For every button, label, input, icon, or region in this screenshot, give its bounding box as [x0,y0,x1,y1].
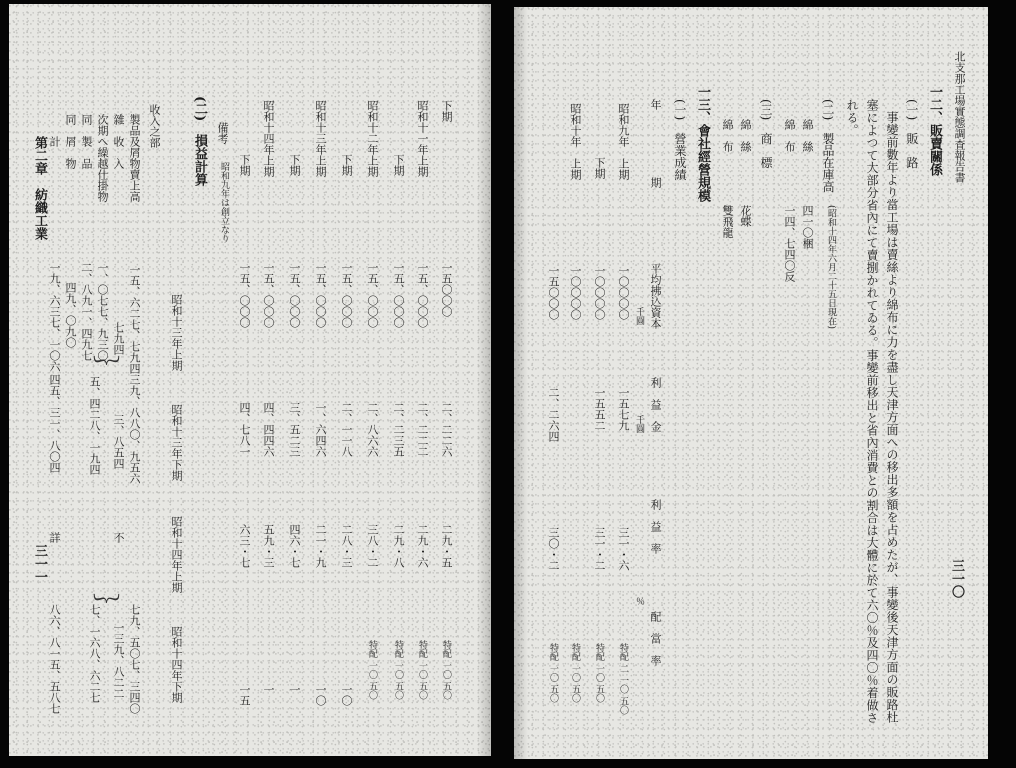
table-cell-rate: 三一・二 [593,527,606,571]
table-row-period: 昭和十一年上期 [416,100,429,177]
pl-cell: 不 [112,532,125,543]
table-cell-rate: 二九・五 [440,524,453,568]
subsection-note: (昭和十四年六月二十五日現在) [826,205,836,330]
table-cell-profit: 二、二六四 [547,387,560,442]
table-cell-profit: 一五五二 [593,387,606,431]
subsection-heading: (三) 商 標 [759,99,773,169]
table-cell-rate: 三一・六 [617,527,630,571]
trademark-item: 綿 絲 [739,119,752,152]
section-heading: 一二、販賣關係 [927,85,942,176]
table-cell-profit: 二、二三五 [392,402,405,457]
note-text: 昭和九年は創立なり [219,162,229,243]
table-cell-profit: 一五七九 [617,387,630,431]
table-cell-capital: 一〇〇〇〇 [617,265,630,320]
pl-cell: 一九、六三七、一〇六 [48,262,61,372]
table-row-period: 下期 [238,154,251,176]
table-cell-capital: 一五、〇〇〇 [238,262,251,328]
pl-cell: 五、四二八、一九四 [88,376,101,475]
table-cell-capital: 一五、〇〇〇 [314,262,327,328]
pl-cell: 一五、六二七、七九四 [128,264,141,374]
table-cell-capital: 一五、〇〇〇 [288,262,301,328]
pl-cell: 三、八五四 [112,414,125,469]
pl-row-label: 同 屑 物 [64,114,77,169]
pl-cell: 四九、〇九〇 [64,282,77,348]
pl-cell: 四五、三一、八〇四 [48,374,61,473]
pl-row-label: 同 製 品 [80,114,93,169]
table-cell-dividend: 一〇 [340,684,353,706]
table-cell-dividend: 特配 一〇 五〇 [594,643,604,703]
unit-capital: 千圓 [634,307,644,325]
pl-cell: 七、一六八、六二七 [88,604,101,703]
stock-amount: 四一〇梱 [801,205,814,249]
table-cell-capital: 一五、〇〇〇 [262,262,275,328]
pl-cell: 七九四 [112,322,125,355]
table-header-capital: 平均拂込資本 [649,263,662,329]
table-row-period: 下期 [392,154,405,176]
unit-rate: ％ [634,597,644,606]
pl-row-label: 雜 收 入 [112,114,125,169]
brace: ︸ [89,594,119,620]
brace: ︸ [89,356,119,382]
table-cell-dividend: 特配 一〇 五〇 [548,643,558,703]
pl-cell: 一、〇七七、九三〇 [96,262,109,361]
pl-header: 昭和十三年上期 [170,294,183,371]
section-heading: (二) 損益計算 [192,96,207,187]
table-cell-rate: 二一・九 [314,524,327,568]
table-header-period: 期 [649,177,662,188]
note-label: 備考 [216,122,229,144]
trademark-mark: 雙飛龍 [721,205,734,238]
table-row-period: 下期 [340,154,353,176]
pl-cell: 八六、八一五、五八七 [48,604,61,714]
unit-profit: 千圓 [634,415,644,433]
table-cell-dividend: 特配 一〇 五〇 [417,640,427,700]
table-cell-rate: 三八・二 [366,524,379,568]
subsection-heading: (一) 營業成績 [673,99,687,181]
table-cell-dividend: 特配 二 一〇 五〇 [618,643,628,715]
table-cell-dividend: 一五 [238,684,251,706]
chapter-footer: 第二章 紡織工業 [32,136,47,240]
table-cell-capital: 一五、〇〇〇 [392,262,405,328]
page-number: 三一一 [32,544,47,583]
subsection-heading: (一) 販 路 [905,99,919,169]
pl-row-label: 計 [48,136,61,147]
pl-header: 昭和十四年下期 [170,626,183,703]
table-cell-profit: 四、七八一 [238,402,251,457]
pl-cell: 一三九、八二二 [112,622,125,699]
trademark-mark: 花蝶 [739,205,752,227]
table-row-period: 昭和十三年上期 [314,100,327,177]
table-cell-profit: 二、八六六 [366,402,379,457]
table-cell-capital: 一〇〇〇〇 [569,265,582,320]
subsection-heading: (二) 製品在庫高 [821,99,835,193]
stock-amount: 一四、七四〇反 [783,205,796,282]
table-cell-dividend: 特配 一〇 五〇 [367,640,377,700]
table-cell-rate: 六三・七 [238,524,251,568]
pl-cell: 詳 [48,532,61,543]
table-header-profit: 利 益 金 [649,377,662,432]
table-row-period: 昭和十年 上期 [569,103,582,180]
paragraph-line: 塞によつて大部分省內にて賣捌かれてゐる。事變前移出と省內消費との割合は大體に於て六〇％及四〇％着做さ [865,99,879,724]
left-page [9,4,491,756]
table-cell-dividend: 特配 一〇 五〇 [393,640,403,700]
table-cell-capital: 一五、〇〇〇 [340,262,353,328]
running-head: 北支那工場實態調査報告書 [953,51,966,183]
right-page [514,7,988,759]
table-row-period: 下期 [593,157,606,179]
table-cell-capital: 一五〇〇〇 [440,262,453,317]
table-cell-rate: 二九・八 [392,524,405,568]
table-cell-rate: 三〇・二 [547,527,560,571]
page-number: 三一〇 [949,559,964,598]
table-cell-capital: 一五〇〇〇 [547,265,560,320]
pl-cell: 七九、五〇七、三四〇 [128,604,141,714]
table-row-period: 下期 [440,100,453,122]
table-cell-dividend: 特配 一〇 五〇 [570,643,580,703]
pl-header: 昭和十四年上期 [170,516,183,593]
stock-item: 綿 絲 [801,119,814,152]
section-heading: 一三、會社經營規模 [695,85,710,202]
table-header-year: 年 [649,99,662,110]
table-row-period: 昭和九年 上期 [617,103,630,180]
table-cell-profit: 二、一一八 [340,402,353,457]
table-cell-rate: 二九・六 [416,524,429,568]
table-row-period: 昭和十二年上期 [366,100,379,177]
pl-income-label: 收入之部 [148,104,161,148]
table-cell-profit: 二、二二二 [416,402,429,457]
table-cell-profit: 四、四四六 [262,402,275,457]
pl-cell: 二、八九一、四九七 [80,262,93,361]
table-cell-dividend: 一 [288,684,301,695]
table-row-period: 昭和十四年上期 [262,100,275,177]
table-row-period: 下期 [288,154,301,176]
table-cell-profit: 一、六四六 [314,402,327,457]
table-cell-rate: 二八・三 [340,524,353,568]
spine-shadow [514,7,528,759]
table-cell-dividend: 一〇 [314,684,327,706]
table-cell-profit: 三、五二三 [288,402,301,457]
spine-shadow [477,4,491,756]
table-cell-rate: 四六・七 [288,524,301,568]
pl-header: 昭和十三年下期 [170,404,183,481]
stock-item: 綿 布 [783,119,796,152]
table-header-dividend: 配 當 率 [649,611,662,666]
table-cell-dividend: 特配 一〇 五〇 [441,640,451,700]
table-cell-capital: 一〇〇〇〇 [593,265,606,320]
table-cell-capital: 一五、〇〇〇 [416,262,429,328]
table-cell-capital: 一五、〇〇〇 [366,262,379,328]
paragraph-line: れる。 [845,99,859,137]
trademark-item: 綿 布 [721,119,734,152]
table-cell-dividend: 一 [262,684,275,695]
table-header-rate: 利 益 率 [649,499,662,554]
pl-row-label: 製品及屑物賣上高 [128,114,141,202]
pl-row-label: 次期へ繰越仕掛物 [96,114,109,202]
table-cell-profit: 二、二二六 [440,402,453,457]
paragraph-line: 事變前數年より當工場は賣絲より綿布に力を盡し天津方面への移出多額を占めたが、事變後天津方面の販路杜 [885,111,899,724]
pl-cell: 三九、八八〇、九五六 [128,374,141,484]
table-cell-rate: 五九・三 [262,524,275,568]
